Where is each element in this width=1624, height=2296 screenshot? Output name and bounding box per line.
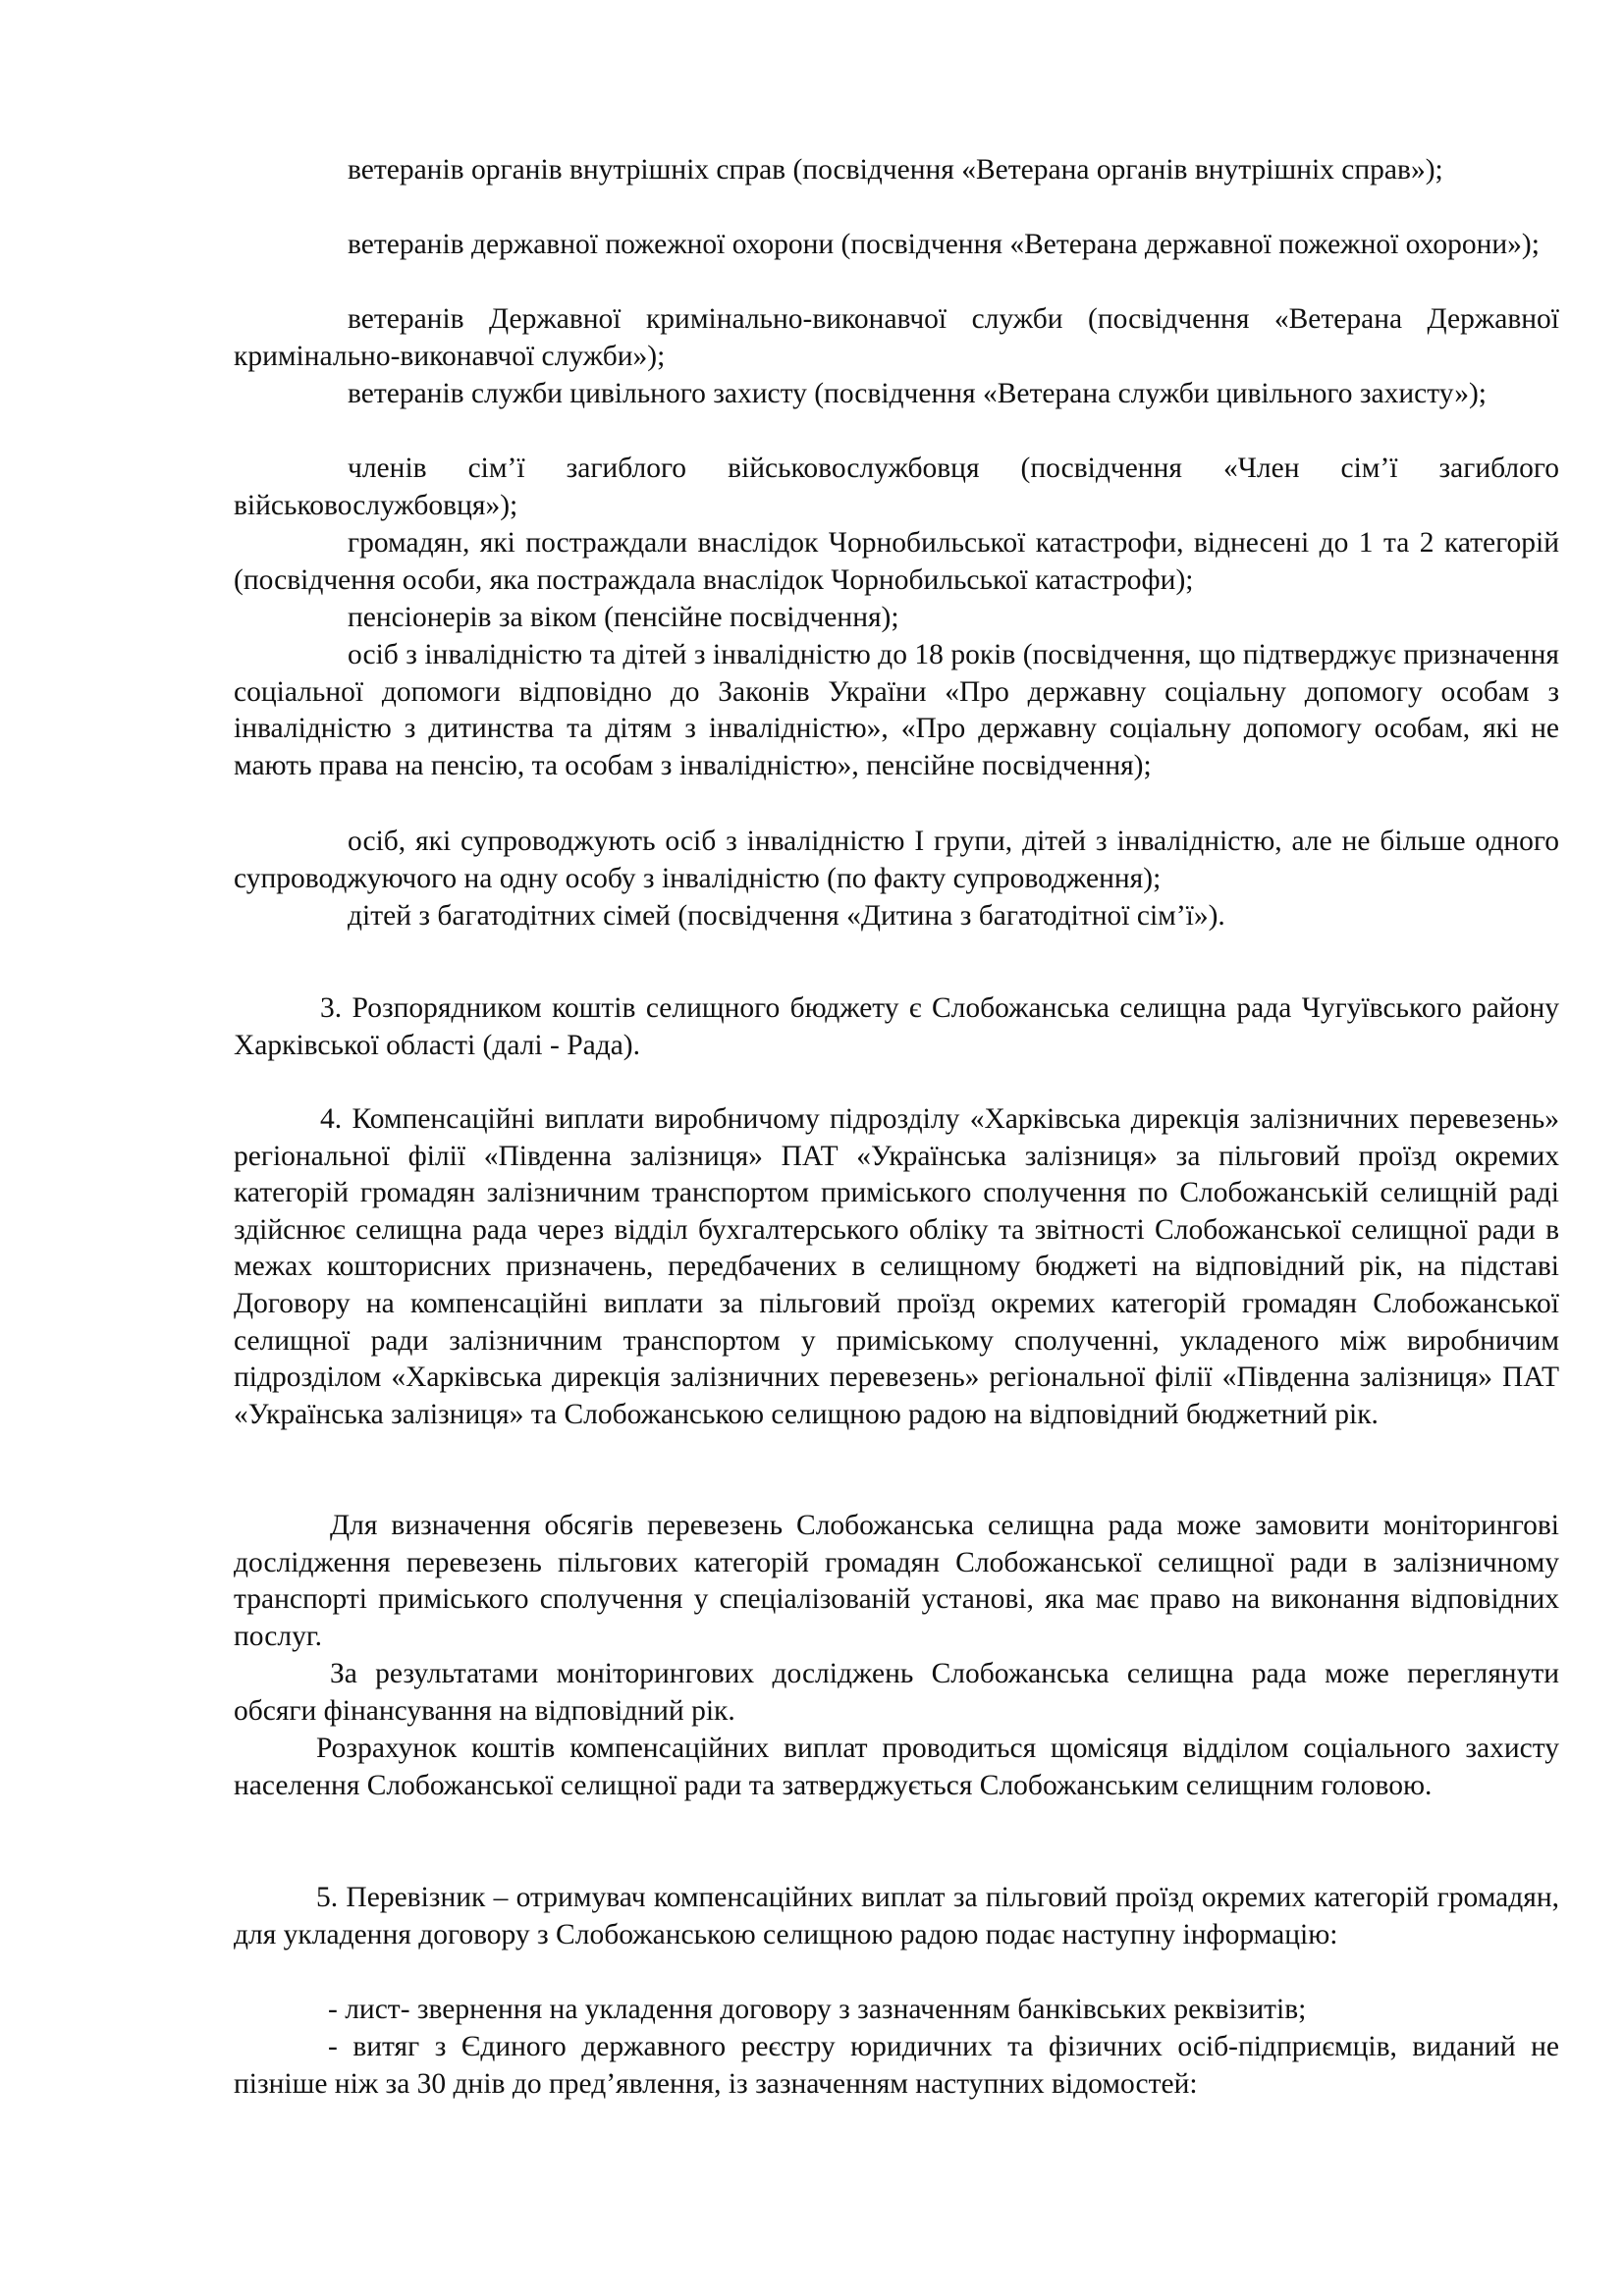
paragraph-persons-with-disability: осіб з інвалідністю та дітей з інвалідністю до 18 років (посвідчення, що підтверджує призначення соціальної допомоги відповідно до Законів України «Про державну соціальну допомогу особам з інвалідністю з дитинства та дітям з інвалідністю», «Про державну соціальну допомогу особам, які не мають права на пенсію, та особам з інвалідністю», пенсійне посвідчення);: [234, 639, 1559, 781]
paragraph-family-of-fallen: членів сім’ї загиблого військовослужбовця (посвідчення «Член сім’ї загиблого військовослужбовця»);: [234, 453, 1559, 521]
section-4-paragraph: 4. Компенсаційні виплати виробничому підрозділу «Харківська дирекція залізничних перевезень» регіональної філії «Південна залізниця» ПАТ «Українська залізниця» за пільговий проїзд окремих категорій громадян залізничним транспортом приміського сполучення по Слобожанській селищній раді здійснює селищна рада через відділ бухгалтерського обліку та звітності Слобожанської селищної ради в межах кошторисних призначень, передбачених в селищному бюджеті на відповідний рік, на підставі Договору на компенсаційні виплати за пільговий проїзд окремих категорій громадян Слобожанської селищної ради залізничним транспортом у приміському сполученні, укладеного між виробничим підрозділом «Харківська дирекція залізничних перевезень» регіональної філії «Південна залізниця» ПАТ «Українська залізниця» та Слобожанською селищною радою на відповідний бюджетний рік.: [234, 1103, 1559, 1430]
list-item-application-letter: - лист- звернення на укладення договору з зазначенням банківських реквізитів;: [328, 1994, 1307, 2025]
paragraph-compensation-calculation: Розрахунок коштів компенсаційних виплат проводиться щомісяця відділом соціального захисту населення Слобожанської селищної ради та затверджується Слобожанським селищним головою.: [234, 1733, 1559, 1801]
section-5-paragraph: 5. Перевізник – отримувач компенсаційних виплат за пільговий проїзд окремих категорій громадян, для укладення договору з Слобожанською селищною радою подає наступну інформацію:: [234, 1882, 1559, 1950]
paragraph-pensioners: пенсіонерів за віком (пенсійне посвідчення);: [348, 602, 899, 633]
paragraph-veterans-civil-protection: ветеранів служби цивільного захисту (посвідчення «Ветерана служби цивільного захисту»);: [348, 378, 1487, 409]
paragraph-veterans-fire-protection: ветеранів державної пожежної охорони (посвідчення «Ветерана державної пожежної охорони»);: [348, 229, 1540, 260]
paragraph-monitoring-studies: Для визначення обсягів перевезень Слобожанська селищна рада може замовити моніторингові дослідження перевезень пільгових категорій громадян Слобожанської селищної ради в залізничному транспорті приміського сполучення у спеціалізованій установі, яка має право на виконання відповідних послуг.: [234, 1510, 1559, 1652]
list-item-register-extract: - витяг з Єдиного державного реєстру юридичних та фізичних осіб-підприємців, виданий не пізніше ніж за 30 днів до пред’явлення, із зазначенням наступних відомостей:: [234, 2031, 1559, 2100]
paragraph-veterans-internal-affairs: ветеранів органів внутрішніх справ (посвідчення «Ветерана органів внутрішніх справ»);: [348, 154, 1443, 186]
paragraph-monitoring-results: За результатами моніторингових досліджень Слобожанська селищна рада може переглянути обсяги фінансування на відповідний рік.: [234, 1658, 1559, 1727]
paragraph-accompanying-persons: осіб, які супроводжують осіб з інвалідністю I групи, дітей з інвалідністю, але не більше одного супроводжуючого на одну особу з інвалідністю (по факту супроводження);: [234, 826, 1559, 894]
section-3-paragraph: 3. Розпорядником коштів селищного бюджету є Слобожанська селищна рада Чугуївського району Харківської області (далі - Рада).: [234, 992, 1559, 1061]
paragraph-veterans-penal-service: ветеранів Державної кримінально-виконавчої служби (посвідчення «Ветерана Державної кримінально-виконавчої служби»);: [234, 303, 1559, 372]
paragraph-chornobyl-victims: громадян, які постраждали внаслідок Чорнобильської катастрофи, віднесені до 1 та 2 категорій (посвідчення особи, яка постраждала внаслідок Чорнобильської катастрофи);: [234, 527, 1559, 596]
paragraph-large-families: дітей з багатодітних сімей (посвідчення «Дитина з багатодітної сім’ї»).: [348, 900, 1225, 932]
